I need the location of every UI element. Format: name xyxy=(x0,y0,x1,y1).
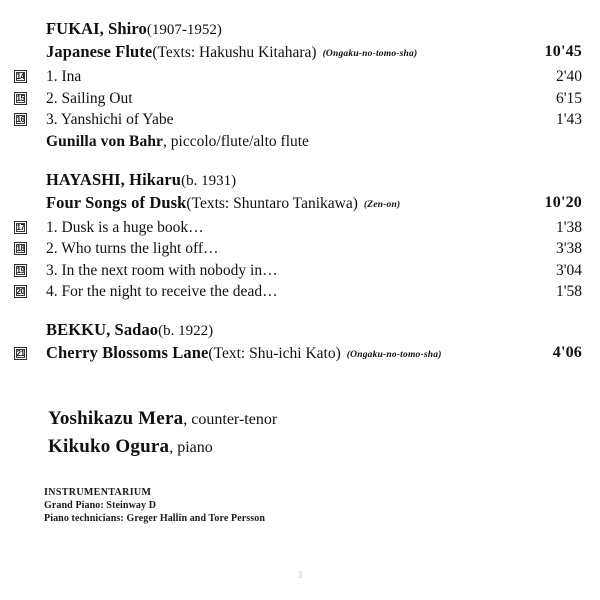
track-duration: 1'43 xyxy=(555,111,582,128)
composer-heading xyxy=(0,169,600,192)
track-title: 2. Who turns the light off… xyxy=(46,240,219,257)
track-title: 4. For the night to receive the dead… xyxy=(46,283,278,300)
performer-line xyxy=(48,433,600,461)
work-block-bekku xyxy=(0,319,600,367)
work-texts: (Texts: Shuntaro Tanikawa) xyxy=(186,194,358,212)
composer-name: HAYASHI, Hikaru xyxy=(46,169,182,189)
track-row xyxy=(0,260,600,282)
instrumentarium-heading: INSTRUMENTARIUM xyxy=(44,486,152,498)
track-row xyxy=(0,66,600,88)
work-performer-line xyxy=(0,131,600,153)
work-publisher: (Ongaku-no-tomo-sha) xyxy=(346,349,442,360)
performer-name: Kikuko Ogura xyxy=(48,435,170,457)
section-spacer xyxy=(0,367,600,405)
section-spacer xyxy=(0,461,600,486)
work-performer-name: Gunilla von Bahr xyxy=(46,132,164,150)
track-title: 2. Sailing Out xyxy=(46,89,133,107)
performer-role: , counter-tenor xyxy=(183,410,278,428)
track-number-badge: 16 xyxy=(14,113,27,126)
track-duration: 2'40 xyxy=(555,68,582,85)
track-duration: 6'15 xyxy=(555,89,582,107)
work-publisher: (Zen-on) xyxy=(363,199,401,210)
work-block-hayashi xyxy=(0,169,600,303)
work-title-line xyxy=(0,192,600,217)
work-total-duration: 10'45 xyxy=(544,43,582,60)
performer-line xyxy=(48,405,600,433)
work-title: Four Songs of Dusk xyxy=(46,192,187,212)
work-performer-instruments: , piccolo/flute/alto flute xyxy=(163,132,309,150)
instrumentarium-block xyxy=(0,486,600,525)
track-row xyxy=(0,281,600,303)
performer-role: , piano xyxy=(169,438,213,456)
work-title-line xyxy=(0,342,600,367)
composer-dates: (1907-1952) xyxy=(146,22,222,38)
track-number-badge: 19 xyxy=(14,264,27,277)
track-number-badge: 18 xyxy=(14,242,27,255)
performer-name: Yoshikazu Mera xyxy=(48,407,184,429)
composer-dates: (b. 1931) xyxy=(181,172,237,189)
composer-dates: (b. 1922) xyxy=(158,322,214,339)
track-row xyxy=(0,217,600,239)
section-spacer xyxy=(0,303,600,319)
section-spacer xyxy=(0,153,600,169)
work-texts: (Texts: Hakushu Kitahara) xyxy=(152,44,317,61)
composer-heading xyxy=(0,319,600,342)
track-title: 3. Yanshichi of Yabe xyxy=(46,111,174,128)
work-title-line xyxy=(0,41,600,66)
work-total-duration: 4'06 xyxy=(552,343,582,361)
track-number-badge: 15 xyxy=(14,92,27,105)
track-number-badge: 20 xyxy=(14,285,27,298)
track-row xyxy=(0,238,600,260)
composer-heading xyxy=(0,18,600,41)
work-block-fukai xyxy=(0,18,600,153)
track-duration: 3'04 xyxy=(555,261,582,279)
instrumentarium-technicians: Piano technicians: Greger Hallin and Tore Persson xyxy=(44,512,266,524)
page-number: 3 xyxy=(297,570,303,580)
track-title: 1. Dusk is a huge book… xyxy=(46,218,204,236)
composer-name: FUKAI, Shiro xyxy=(46,19,147,38)
track-title: 1. Ina xyxy=(46,68,82,85)
work-publisher: (Ongaku-no-tomo-sha) xyxy=(322,49,418,59)
composer-name: BEKKU, Sadao xyxy=(46,319,159,339)
work-title: Japanese Flute xyxy=(46,42,153,61)
track-duration: 3'38 xyxy=(555,240,582,257)
work-title: Cherry Blossoms Lane xyxy=(46,342,209,362)
track-title: 3. In the next room with nobody in… xyxy=(46,261,278,279)
track-duration: 1'38 xyxy=(555,218,582,236)
track-row xyxy=(0,88,600,110)
track-row xyxy=(0,109,600,131)
track-number-badge: 17 xyxy=(14,221,27,234)
track-number-badge: 14 xyxy=(14,70,27,83)
performers-block xyxy=(0,405,600,461)
track-duration: 1'58 xyxy=(555,283,582,300)
instrumentarium-piano: Grand Piano: Steinway D xyxy=(44,499,157,511)
work-texts: (Text: Shu-ichi Kato) xyxy=(208,344,341,362)
track-number-badge: 21 xyxy=(14,347,27,360)
work-total-duration: 10'20 xyxy=(544,193,582,211)
